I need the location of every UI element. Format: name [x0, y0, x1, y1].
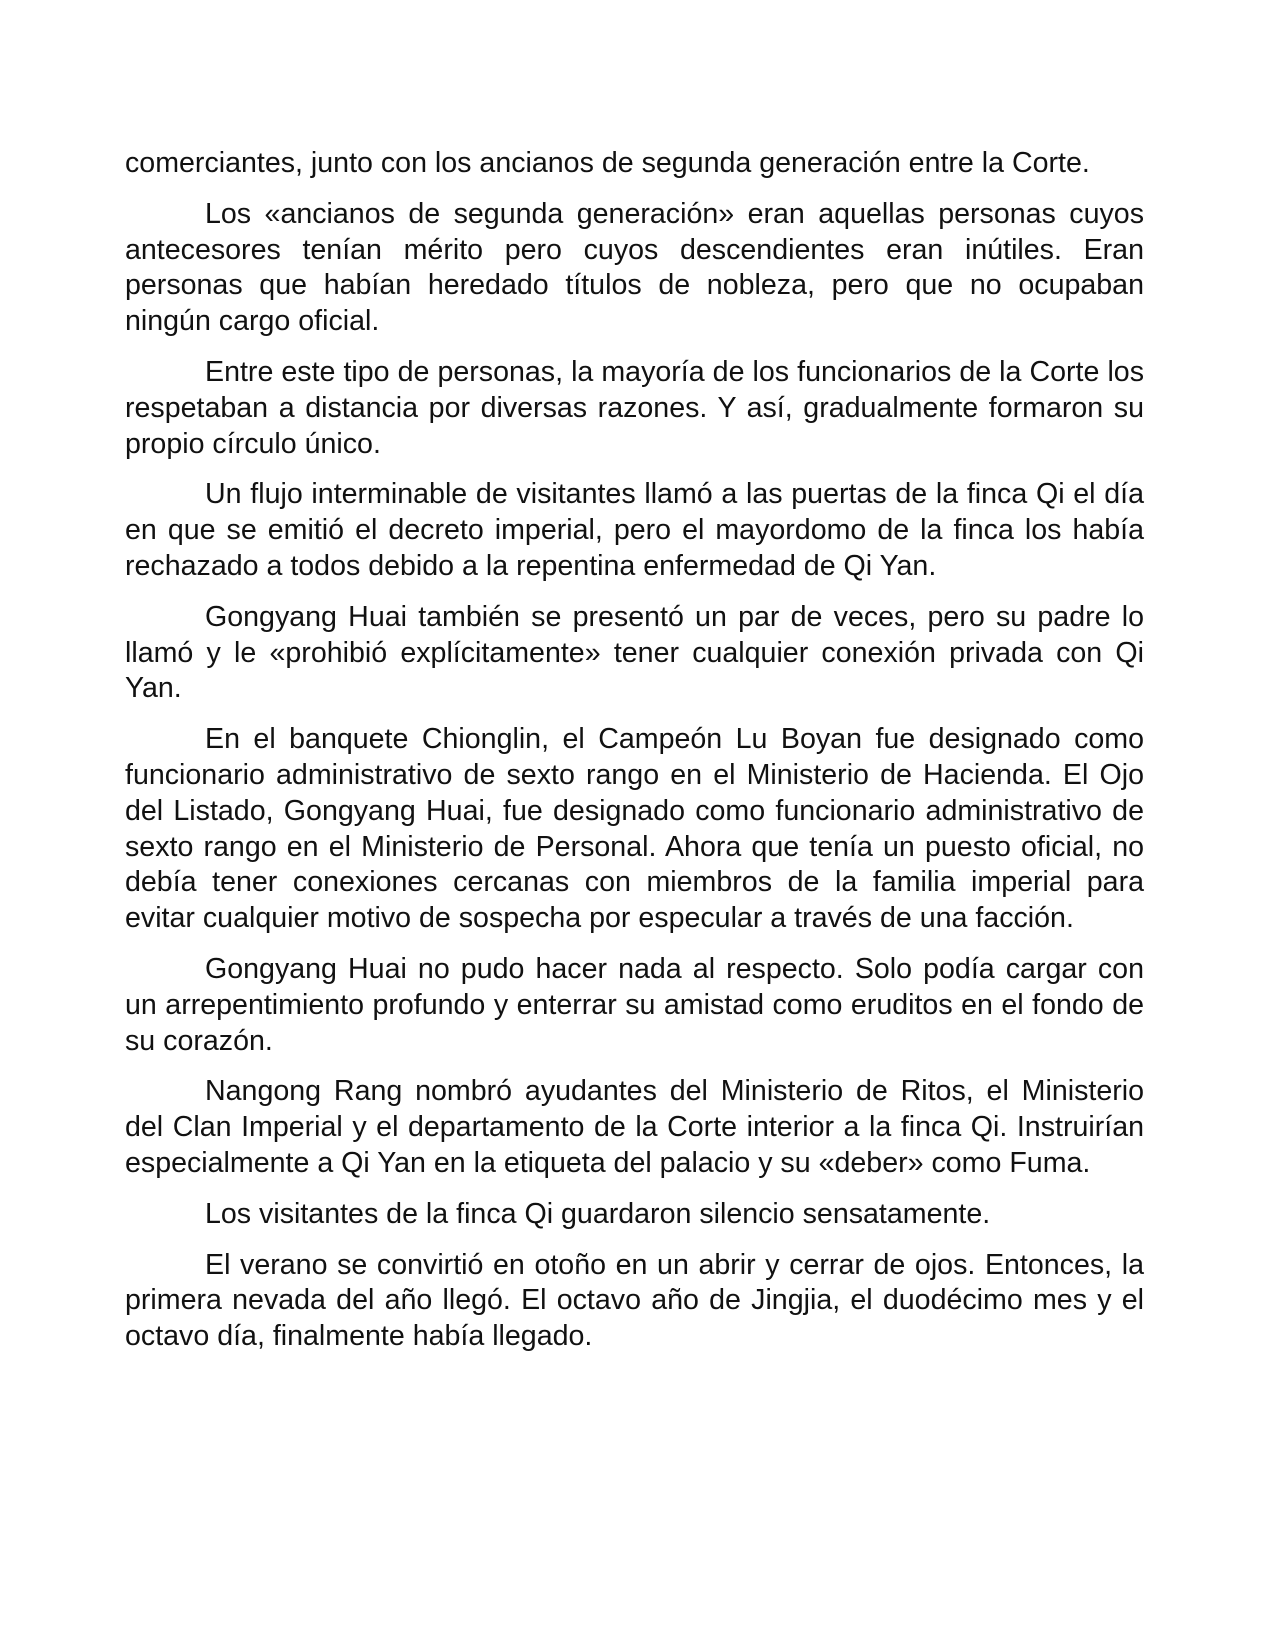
paragraph-9: Los visitantes de la finca Qi guardaron silencio sensatamente.: [205, 1197, 991, 1230]
paragraph-2: Los «ancianos de segunda generación» eran aquellas personas cuyos antecesores tenían mérito pero cuyos descendientes eran inútiles. Eran personas que habían heredado títulos de nobleza, pero que no ocupaban ningún cargo oficial.: [125, 197, 1144, 338]
paragraph-6: En el banquete Chionglin, el Campeón Lu Boyan fue designado como funcionario administrativo de sexto rango en el Ministerio de Hacienda. El Ojo del Listado, Gongyang Huai, fue designado como funcionario administrativo de sexto rango en el Ministerio de Personal. Ahora que tenía un puesto oficial, no debía tener conexiones cercanas con miembros de la familia imperial para evitar cualquier motivo de sospecha por especular a través de una facción.: [125, 723, 1144, 935]
paragraph-10: El verano se convirtió en otoño en un abrir y cerrar de ojos. Entonces, la primera nevada del año llegó. El octavo año de Jingjia, el duodécimo mes y el octavo día, finalmente había llegado.: [125, 1248, 1144, 1353]
paragraph-7: Gongyang Huai no pudo hacer nada al respecto. Solo podía cargar con un arrepentimiento profundo y enterrar su amistad como eruditos en el fondo de su corazón.: [125, 952, 1144, 1057]
paragraph-1: comerciantes, junto con los ancianos de segunda generación entre la Corte.: [125, 147, 1090, 179]
paragraph-4: Un flujo interminable de visitantes llamó a las puertas de la finca Qi el día en que se emitió el decreto imperial, pero el mayordomo de la finca los había rechazado a todos debido a la repentina enfermedad de Qi Yan.: [125, 478, 1144, 582]
document-body: [125, 146, 1144, 1370]
paragraph-3: Entre este tipo de personas, la mayoría de los funcionarios de la Corte los respetaban a distancia por diversas razones. Y así, gradualmente formaron su propio círculo único.: [125, 355, 1144, 460]
paragraph-8: Nangong Rang nombró ayudantes del Ministerio de Ritos, el Ministerio del Clan Imperial y el departamento de la Corte interior a la finca Qi. Instruirían especialmente a Qi Yan en la etiqueta del palacio y su «deber» como Fuma.: [125, 1075, 1144, 1179]
paragraph-5: Gongyang Huai también se presentó un par de veces, pero su padre lo llamó y le «prohibió explícitamente» tener cualquier conexión privada con Qi Yan.: [125, 600, 1144, 705]
